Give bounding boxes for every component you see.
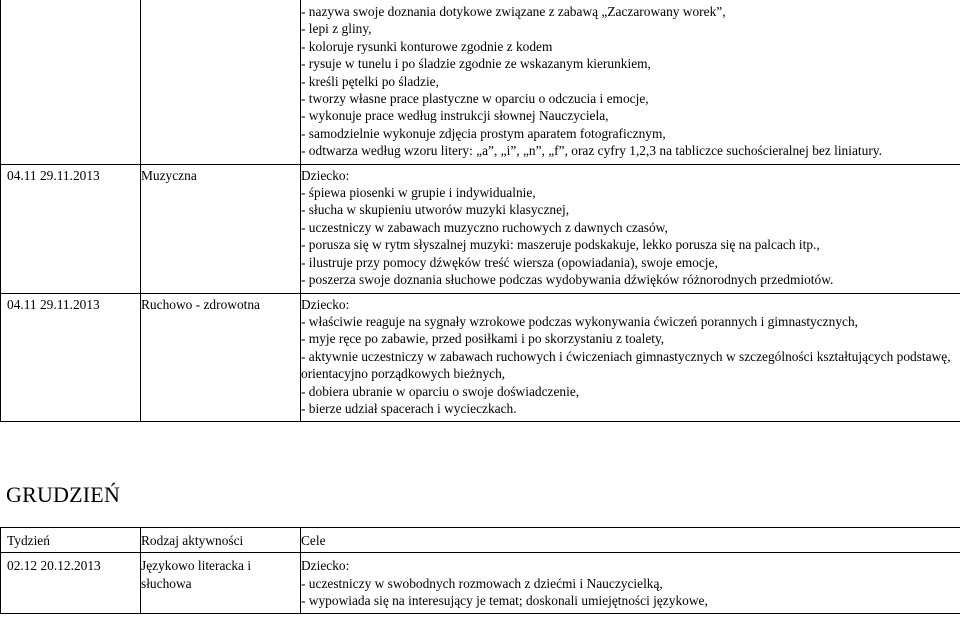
goal-item: - myje ręce po zabawie, przed posiłkami i po skorzystaniu z toalety, xyxy=(301,331,665,347)
goal-item: - nazywa swoje doznania dotykowe związane z zabawą „Zaczarowany worek”, xyxy=(301,4,726,19)
column-header-week: Tydzień xyxy=(1,528,141,553)
activity-type-cell: Ruchowo - zdrowotna xyxy=(141,293,301,422)
goal-item: - wykonuje prace według instrukcji słownej Nauczyciela, xyxy=(301,108,609,124)
week-cell: 02.12 20.12.2013 xyxy=(1,553,141,613)
goals-cell xyxy=(301,553,960,613)
goal-item: - kreśli pętelki po śladzie, xyxy=(301,73,439,89)
goal-item: - porusza się w rytm słyszalnej muzyki: maszeruje podskakuje, lekko porusza się na palcach itp., xyxy=(301,237,820,253)
goal-item: - uczestniczy w swobodnych rozmowach z dziećmi i Nauczycielką, xyxy=(301,575,663,591)
goal-item: - aktywnie uczestniczy w zabawach ruchowych i ćwiczeniach gimnastycznych w szczególności kształtujących podstawę, orientacyjno porządkowych bieżnych, xyxy=(301,348,951,382)
table-row xyxy=(1,164,960,293)
goal-item: - właściwie reaguje na sygnały wzrokowe podczas wykonywania ćwiczeń porannych i gimnastycznych, xyxy=(301,313,858,329)
table-row xyxy=(1,553,960,613)
table-row xyxy=(1,293,960,422)
goal-item: - samodzielnie wykonuje zdjęcia prostym aparatem fotograficznym, xyxy=(301,125,666,141)
goals-header: Dziecko: xyxy=(301,558,350,574)
goal-item: - śpiewa piosenki w grupie i indywidualnie, xyxy=(301,185,536,201)
table-header-row xyxy=(1,528,960,553)
goals-cell xyxy=(301,0,960,164)
goal-item: - poszerza swoje doznania słuchowe podczas wydobywania dźwięków różnorodnych przedmiotów. xyxy=(301,272,834,288)
goal-item: - wypowiada się na interesujący je temat; doskonali umiejętności językowe, xyxy=(301,593,708,609)
goal-item: - odtwarza według wzoru litery: „a”, „i”, „n”, „f”, oraz cyfry 1,2,3 na tabliczce suchościeralnej bez liniatury. xyxy=(301,143,882,159)
goal-item: - rysuje w tunelu i po śladzie zgodnie ze wskazanym kierunkiem, xyxy=(301,56,651,72)
table-row xyxy=(1,0,960,164)
goal-item: - lepi z gliny, xyxy=(301,21,372,37)
activity-type-cell xyxy=(141,0,301,164)
goals-cell xyxy=(301,164,960,293)
column-header-activity: Rodzaj aktywności xyxy=(141,528,301,553)
goal-item: - ilustruje przy pomocy dźwęków treść wiersza (opowiadania), swoje emocje, xyxy=(301,254,718,270)
goal-item: - dobiera ubranie w oparciu o swoje doświadczenie, xyxy=(301,383,580,399)
week-cell: 04.11 29.11.2013 xyxy=(1,164,141,293)
activity-type-cell: Muzyczna xyxy=(141,164,301,293)
month-heading: GRUDZIEŃ xyxy=(6,482,121,507)
goal-item: - koloruje rysunki konturowe zgodnie z kodem xyxy=(301,38,553,54)
goals-header: Dziecko: xyxy=(301,296,350,312)
goal-item: - słucha w skupieniu utworów muzyki klasycznej, xyxy=(301,202,570,218)
goal-item: - uczestniczy w zabawach muzyczno ruchowych z dawnych czasów, xyxy=(301,219,668,235)
week-cell xyxy=(1,0,141,164)
goals-header: Dziecko: xyxy=(301,167,350,183)
column-header-goals: Cele xyxy=(301,528,960,553)
goals-cell xyxy=(301,293,960,422)
activity-type-cell: Językowo literacka i słuchowa xyxy=(141,553,301,613)
goals-table-december xyxy=(0,527,960,614)
goal-item: - tworzy własne prace plastyczne w oparciu o odczucia i emocje, xyxy=(301,91,649,107)
goal-item: - bierze udział spacerach i wycieczkach. xyxy=(301,400,517,416)
week-cell: 04.11 29.11.2013 xyxy=(1,293,141,422)
